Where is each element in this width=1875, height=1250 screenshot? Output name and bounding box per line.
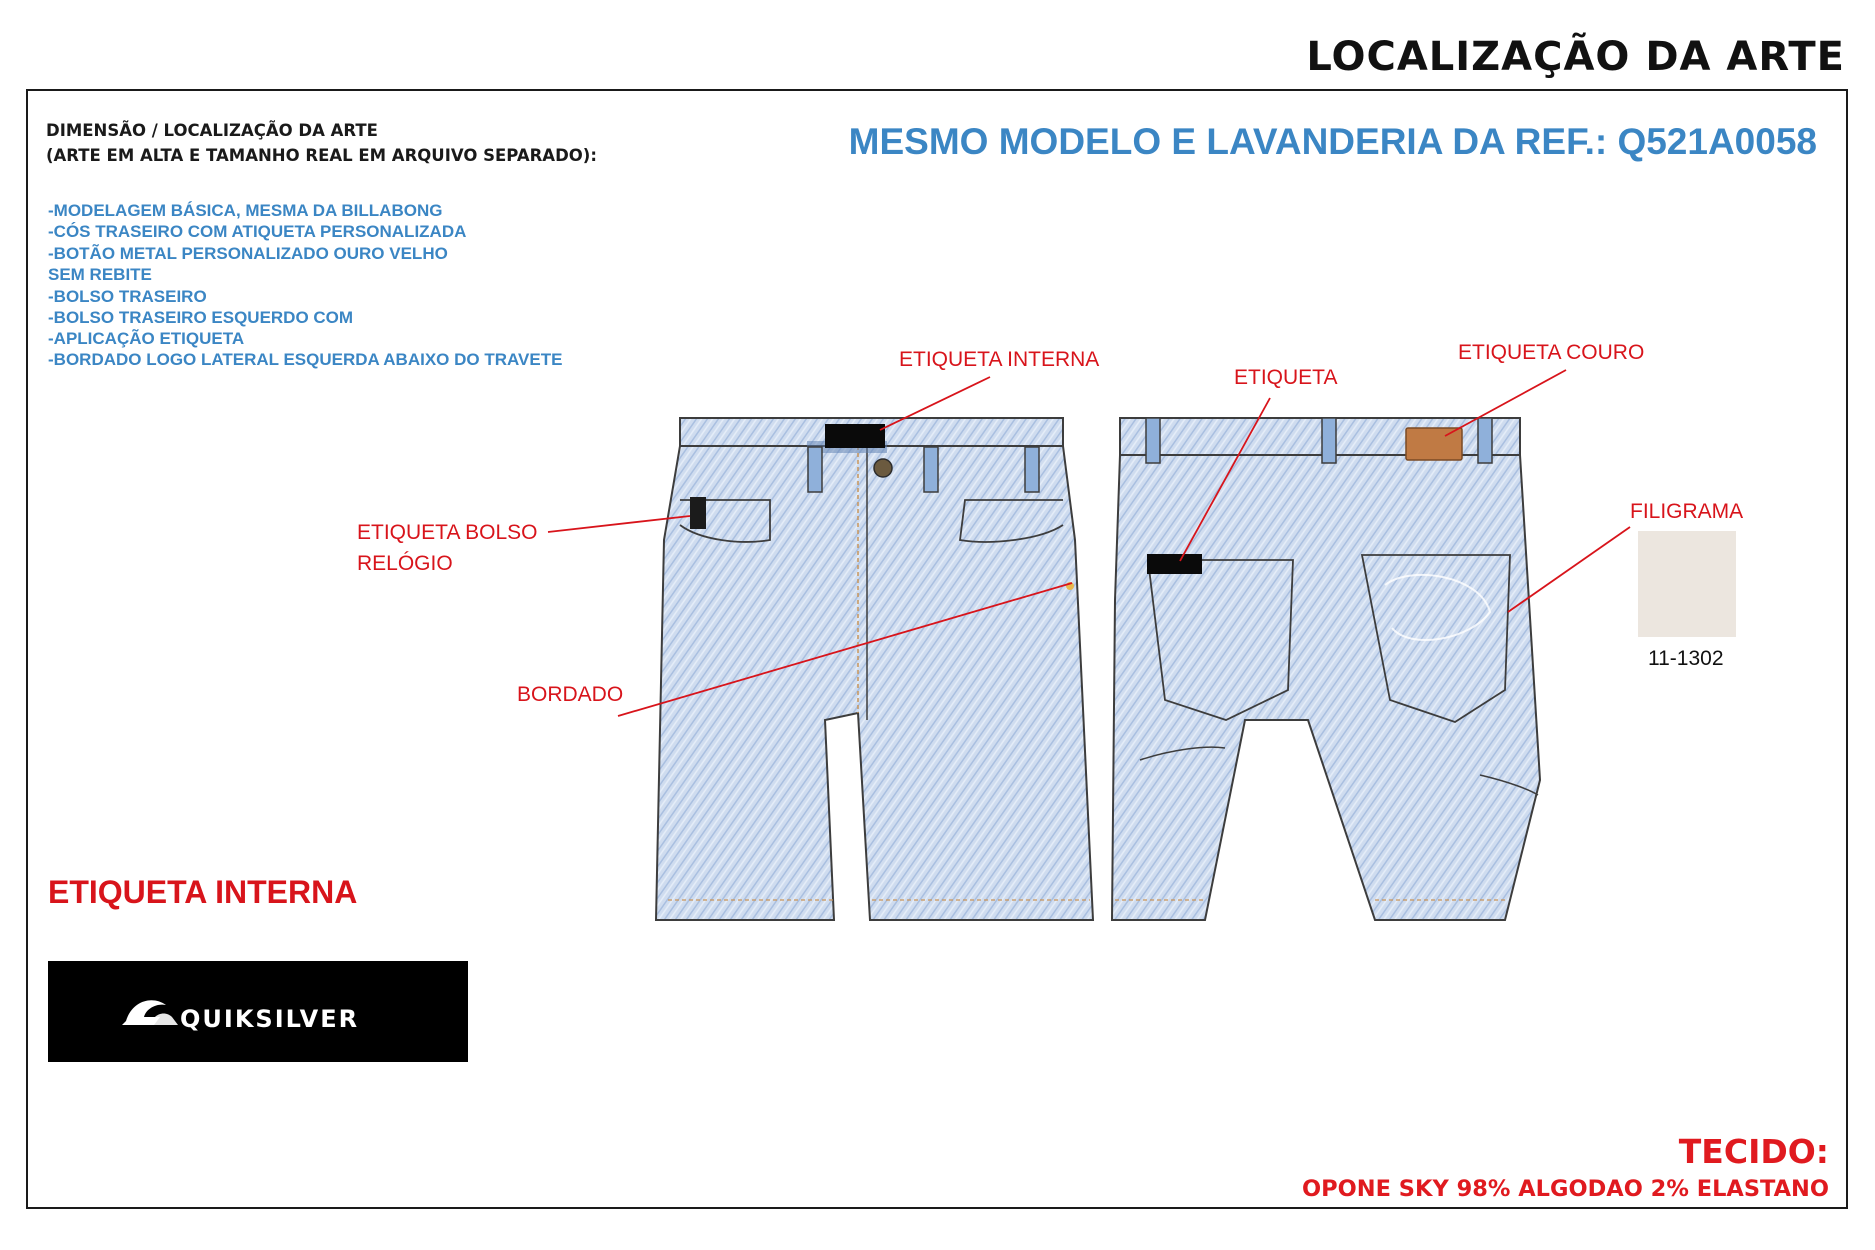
callout-etiqueta-bolso-line1: ETIQUETA BOLSO <box>357 521 538 544</box>
fabric-description: OPONE SKY 98% ALGODAO 2% ELASTANO <box>1302 1176 1829 1202</box>
front-view <box>656 418 1093 920</box>
spec-line: -CÓS TRASEIRO COM ATIQUETA PERSONALIZADA <box>48 222 467 241</box>
callout-bordado: BORDADO <box>517 683 624 706</box>
fabric-title: TECIDO: <box>1678 1132 1829 1171</box>
spec-line: -MODELAGEM BÁSICA, MESMA DA BILLABONG <box>48 201 443 220</box>
callout-etiqueta-interna: ETIQUETA INTERNA <box>899 348 1100 371</box>
back-view <box>1112 418 1540 920</box>
color-swatch <box>1638 531 1736 637</box>
spec-line: -BOLSO TRASEIRO ESQUERDO COM <box>48 308 354 327</box>
spec-line: SEM REBITE <box>48 265 152 284</box>
dimension-note-line1: DIMENSÃO / LOCALIZAÇÃO DA ARTE <box>46 121 378 140</box>
internal-label-title: ETIQUETA INTERNA <box>48 874 358 910</box>
callout-etiqueta-couro: ETIQUETA COURO <box>1458 341 1645 364</box>
page-title: LOCALIZAÇÃO DA ARTE <box>1306 34 1845 80</box>
spec-line: -BOLSO TRASEIRO <box>48 287 207 306</box>
quiksilver-logo <box>48 961 468 1062</box>
reference-note: MESMO MODELO E LAVANDERIA DA REF.: Q521A0058 <box>848 121 1817 162</box>
spec-line: -APLICAÇÃO ETIQUETA <box>48 329 245 348</box>
callout-etiqueta-bolso-line2: RELÓGIO <box>357 552 453 575</box>
spec-line: -BOTÃO METAL PERSONALIZADO OURO VELHO <box>48 244 448 263</box>
callout-filigrama: FILIGRAMA <box>1630 500 1744 523</box>
internal-label-artwork <box>48 961 468 1062</box>
logo-wordmark: QUIKSILVER <box>180 1005 360 1033</box>
swatch-code: 11-1302 <box>1648 647 1724 670</box>
spec-line: -BORDADO LOGO LATERAL ESQUERDA ABAIXO DO TRAVETE <box>48 350 563 369</box>
dimension-note-line2: (ARTE EM ALTA E TAMANHO REAL EM ARQUIVO SEPARADO): <box>46 146 597 165</box>
callout-etiqueta: ETIQUETA <box>1234 366 1338 389</box>
